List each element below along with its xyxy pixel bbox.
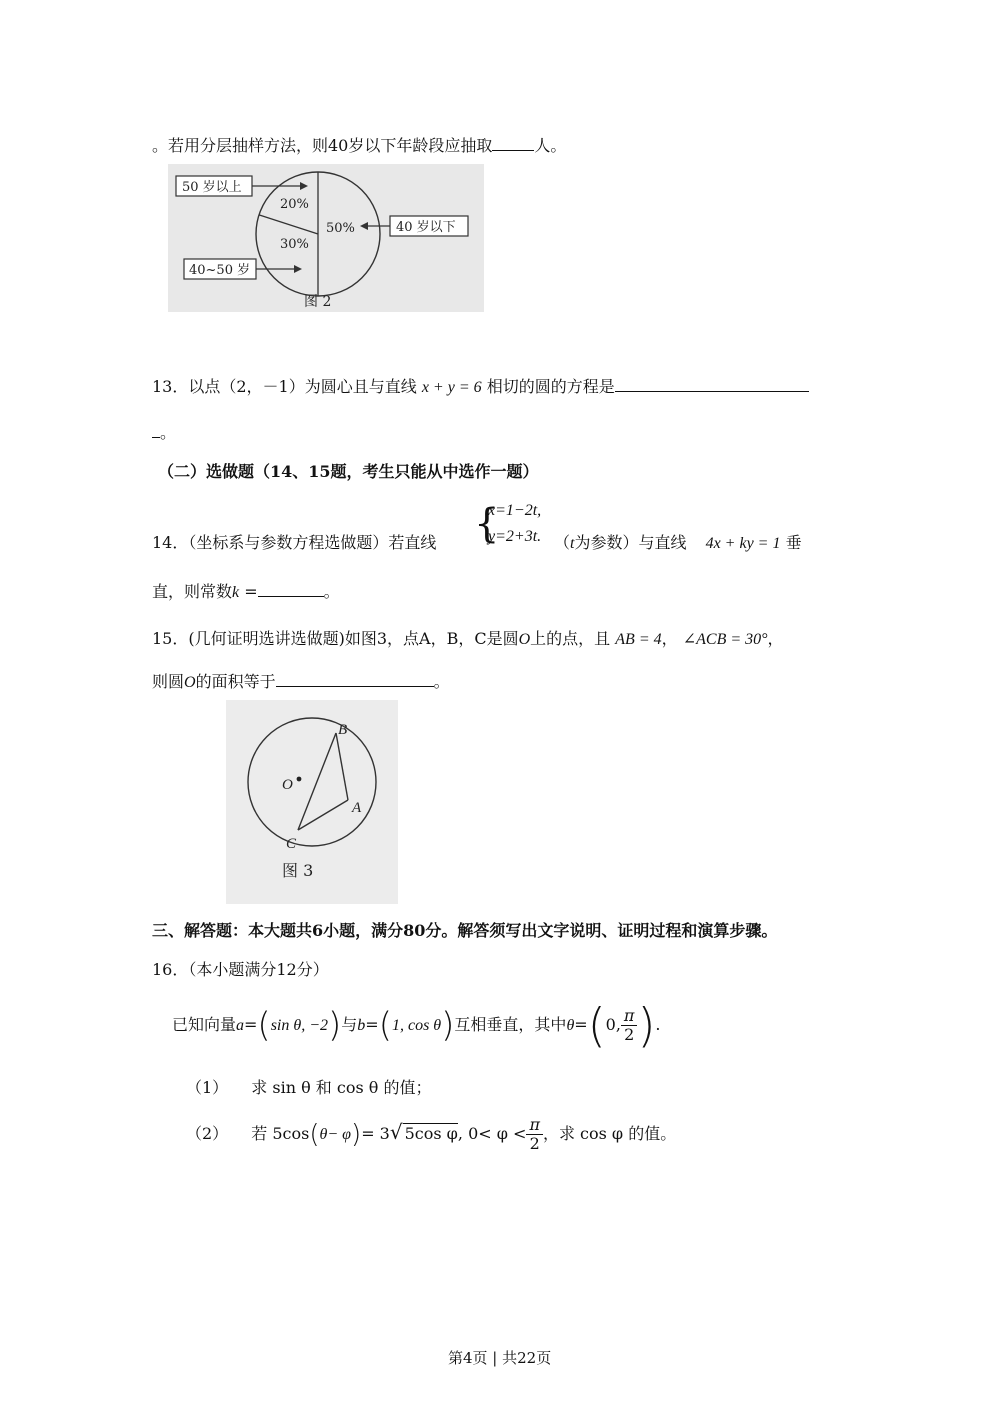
q16-part2-eq: = 3 <box>361 1124 390 1143</box>
pie-pct-50: 50% <box>326 221 355 236</box>
q16-part1 <box>186 1075 432 1098</box>
q16-eq1c: = <box>574 1015 588 1034</box>
pie-pct-20: 20% <box>280 197 309 212</box>
q13-text-after: 相切的圆的方程是 <box>486 377 615 396</box>
q14-line2 <box>152 579 340 602</box>
q14-line1-left <box>152 530 436 553</box>
section-3-title: 三、解答题：本大题共6小题，满分80分。解答须写出文字说明、证明过程和演算步骤。 <box>152 921 778 940</box>
q12-text: 。若用分层抽样方法，则40岁以下年龄段应抽取 <box>152 136 493 155</box>
q16-part2-pi: π <box>526 1116 543 1135</box>
q13-answer-blank-cont[interactable] <box>152 423 160 438</box>
q14-text-mid: （ <box>554 533 571 552</box>
q13-math: x + y = 6 <box>421 379 482 396</box>
figure-3-caption: 图 3 <box>282 861 314 880</box>
q13-tail: 。 <box>160 423 177 442</box>
q16-pi: π <box>621 1007 638 1026</box>
q16-header: 16．（本小题满分12分） <box>152 960 329 979</box>
q13-text-before: 13．以点（2，－1）为圆心且与直线 <box>152 377 417 396</box>
label-A: A <box>352 800 362 816</box>
figure-2-pie <box>168 164 484 312</box>
q16-given: 已知向量a=(sin θ, −2)与b=(1, cos θ)互相垂直，其中θ=(0, $\frac{\pi}{2}$ ). <box>172 998 661 1053</box>
q16-period: . <box>655 1015 661 1034</box>
q14-text-mid2: 为参数）与直线 <box>574 533 687 552</box>
q15-sep: ， <box>661 629 678 648</box>
pie-label-40-50: 40~50 岁 <box>189 263 251 278</box>
q16-part2-arg: θ− φ <box>319 1126 352 1143</box>
q15-end: ， <box>767 629 784 648</box>
q16-two: 2 <box>624 1025 635 1044</box>
q15-text-before: 15．(几何证明选讲选做题)如图3，点A，B，C是圆 <box>152 629 519 648</box>
q14-line1-right <box>554 530 802 553</box>
q16-a-content: sin θ, −2 <box>270 1017 329 1034</box>
pie-chart-svg <box>168 164 484 312</box>
q16-eq1: = <box>244 1015 258 1034</box>
q15-line2-after: 的面积等于 <box>195 672 276 691</box>
q15-var-O-2: O <box>184 674 196 691</box>
q15-answer-blank[interactable] <box>276 672 434 687</box>
q14-text-before: 14．（坐标系与参数方程选做题）若直线 <box>152 533 437 552</box>
pie-label-40-below: 40 岁以下 <box>396 220 456 235</box>
q16-perp: 互相垂直，其中 <box>454 1015 567 1034</box>
q16-range-left: 0, <box>605 1015 621 1034</box>
pie-label-50-up: 50 岁以上 <box>182 180 242 195</box>
q16-given-before: 已知向量 <box>172 1015 237 1034</box>
q16-theta: θ <box>566 1017 575 1034</box>
q16-and: 与 <box>341 1015 358 1034</box>
q16-pi-half <box>621 1007 638 1043</box>
q15-line1 <box>152 626 784 649</box>
figure-2-caption: 图 2 <box>304 294 332 310</box>
q16-part2-cond: , 0< φ < <box>457 1124 527 1143</box>
q16-part2-after: ，求 cos φ 的值。 <box>542 1124 677 1143</box>
figure-3-circle <box>226 700 398 904</box>
q14-var-k: k <box>232 584 240 601</box>
q15-angle: ∠ACB = 30° <box>682 631 768 648</box>
q14-line2-tail: 。 <box>323 582 340 601</box>
circle-figure-svg <box>226 700 398 904</box>
q16-part1-num: （1） <box>186 1078 229 1097</box>
q12-answer-blank[interactable] <box>492 136 534 151</box>
q14-math: 4x + ky = 1 <box>705 535 781 552</box>
q16-part2-root: 5cos φ <box>404 1124 458 1143</box>
q15-var-O: O <box>518 631 531 648</box>
q14-line2-eq: = <box>244 582 258 601</box>
q14-answer-blank[interactable] <box>258 582 324 597</box>
q14-sys-line1: x=1−2t, <box>488 502 542 519</box>
q15-ab: AB = 4 <box>615 631 662 648</box>
q14-text-after: 垂 <box>785 533 802 552</box>
label-O: O <box>282 777 293 793</box>
q15-line2 <box>152 669 450 692</box>
q16-b-content: 1, cos θ <box>391 1017 442 1034</box>
q16-vec-b: b <box>357 1017 366 1034</box>
q15-tail: 。 <box>433 672 450 691</box>
q16-part2: （2） 若 5cos(θ− φ)= 3√ 5cos φ, 0< φ < $\frac{\pi}{2}$ ，求 cos φ 的值。 <box>186 1115 677 1153</box>
q16-part2-num: （2） <box>186 1124 229 1143</box>
q12-line <box>152 133 566 156</box>
q16-part1-text: 求 sin θ 和 cos θ 的值； <box>251 1078 432 1097</box>
q12-tail: 人。 <box>534 136 567 155</box>
q16-part2-before: 若 5cos <box>251 1124 310 1143</box>
pie-pct-30: 30% <box>280 237 309 252</box>
q13-line2 <box>152 420 176 443</box>
q14-sys-line2: y=2+3t. <box>488 528 542 545</box>
q16-eq1b: = <box>365 1015 379 1034</box>
q14-brace: { <box>474 501 500 547</box>
q14-line2-before: 直，则常数 <box>152 582 233 601</box>
q16-part2-two: 2 <box>529 1134 540 1153</box>
pie-slice-boundary-1 <box>259 215 318 234</box>
q16-part2-pi-half <box>526 1116 543 1152</box>
q13-line <box>152 374 809 397</box>
q15-text-mid: 上的点，且 <box>530 629 611 648</box>
q16-vec-a: a <box>236 1017 245 1034</box>
q13-answer-blank[interactable] <box>615 377 809 392</box>
q14-param: t <box>570 535 575 552</box>
label-B: B <box>338 722 348 738</box>
section-2-title: （二）选做题（14、15题，考生只能从中选作一题） <box>158 462 539 481</box>
q15-line2-before: 则圆 <box>152 672 185 691</box>
label-C: C <box>286 836 297 852</box>
page-footer: 第4页 | 共22页 <box>448 1349 552 1367</box>
